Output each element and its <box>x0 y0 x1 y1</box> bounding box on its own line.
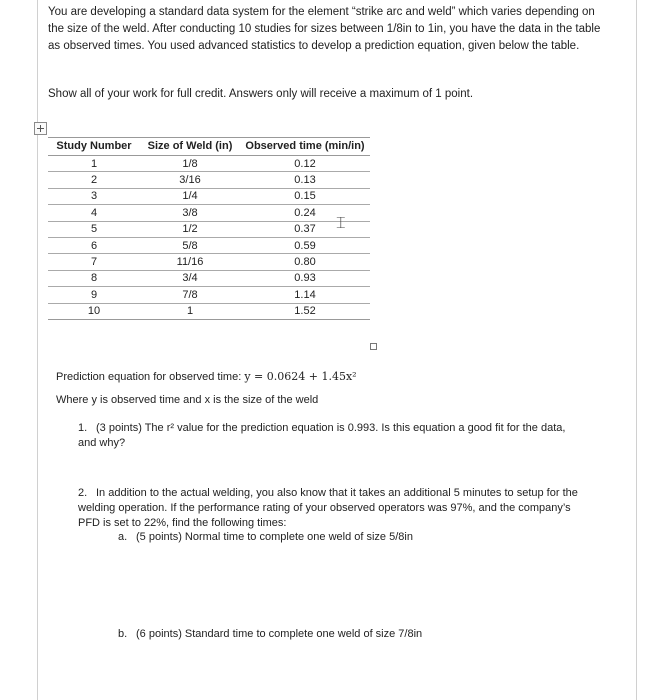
header-size-of-weld: Size of Weld (in) <box>140 138 240 156</box>
observed-time-cell: 0.93 <box>240 270 370 286</box>
observed-time-cell: 0.24 <box>240 205 370 221</box>
study-number-cell: 3 <box>48 188 140 204</box>
weld-size-cell: 5/8 <box>140 237 240 253</box>
table-row <box>48 303 370 319</box>
study-number-cell: 2 <box>48 172 140 188</box>
table-row <box>48 254 370 270</box>
table-row <box>48 172 370 188</box>
question-1 <box>78 421 578 451</box>
study-number-cell: 6 <box>48 237 140 253</box>
question-2a <box>118 531 413 543</box>
equation-formula: y = 0.0624 + 1.45x² <box>244 370 357 383</box>
weld-size-cell: 3/16 <box>140 172 240 188</box>
table-row <box>48 156 370 172</box>
text-cursor-icon: ⌶ <box>336 213 346 232</box>
observed-time-cell: 1.14 <box>240 287 370 303</box>
study-number-cell: 7 <box>48 254 140 270</box>
question-2b <box>118 628 422 640</box>
observed-time-cell: 0.13 <box>240 172 370 188</box>
table-resize-handle-icon[interactable] <box>370 343 377 350</box>
instruction-paragraph: Show all of your work for full credit. Answers only will receive a maximum of 1 point. <box>48 88 474 100</box>
table-row <box>48 270 370 286</box>
table-header-row <box>48 138 370 156</box>
question-2a-letter: a. <box>118 531 128 543</box>
table-move-handle-icon[interactable] <box>34 122 47 135</box>
variable-definition: Where y is observed time and x is the size of the weld <box>56 394 319 406</box>
table-row <box>48 205 370 221</box>
table-row <box>48 237 370 253</box>
study-number-cell: 8 <box>48 270 140 286</box>
observed-time-cell: 0.12 <box>240 156 370 172</box>
observed-time-cell: 0.37 <box>240 221 370 237</box>
equation-label: Prediction equation for observed time: <box>56 371 245 383</box>
study-number-cell: 9 <box>48 287 140 303</box>
weld-size-cell: 1 <box>140 303 240 319</box>
observed-time-cell: 0.15 <box>240 188 370 204</box>
header-observed-time: Observed time (min/in) <box>240 138 370 156</box>
study-number-cell: 10 <box>48 303 140 319</box>
question-2b-letter: b. <box>118 628 128 640</box>
weld-size-cell: 7/8 <box>140 287 240 303</box>
question-2a-text: (5 points) Normal time to complete one weld of size 5/8in <box>136 531 413 543</box>
question-2 <box>78 486 578 531</box>
intro-paragraph: You are developing a standard data system for the element “strike arc and weld” which varies depending on the size of the weld. After conducting 10 studies for sizes between 1/8in to 1in, you have the data in the table as observed times. You used advanced statistics to develop a prediction equation, given below the table. <box>48 6 601 52</box>
prediction-equation <box>56 370 357 383</box>
weld-size-cell: 3/8 <box>140 205 240 221</box>
study-number-cell: 1 <box>48 156 140 172</box>
weld-size-cell: 3/4 <box>140 270 240 286</box>
question-2-text: In addition to the actual welding, you also know that it takes an additional 5 minutes to setup for the welding operation. If the performance rating of your observed operators was 97%, and the company’s PFD is set to 22%, find the following times: <box>78 487 578 529</box>
weld-size-cell: 1/8 <box>140 156 240 172</box>
weld-size-cell: 1/2 <box>140 221 240 237</box>
weld-size-cell: 1/4 <box>140 188 240 204</box>
header-study-number: Study Number <box>48 138 140 156</box>
observed-time-cell: 0.59 <box>240 237 370 253</box>
study-number-cell: 5 <box>48 221 140 237</box>
table-row <box>48 221 370 237</box>
table-row <box>48 188 370 204</box>
document-page <box>37 0 637 700</box>
weld-size-cell: 11/16 <box>140 254 240 270</box>
observed-time-cell: 0.80 <box>240 254 370 270</box>
question-1-number: 1. <box>78 422 88 434</box>
table-row <box>48 287 370 303</box>
question-2b-text: (6 points) Standard time to complete one weld of size 7/8in <box>136 628 423 640</box>
study-number-cell: 4 <box>48 205 140 221</box>
observed-time-cell: 1.52 <box>240 303 370 319</box>
question-2-number: 2. <box>78 487 88 499</box>
observed-times-table <box>48 137 370 320</box>
question-1-text: (3 points) The r² value for the prediction equation is 0.993. Is this equation a good fit for the data, and why? <box>78 422 566 449</box>
